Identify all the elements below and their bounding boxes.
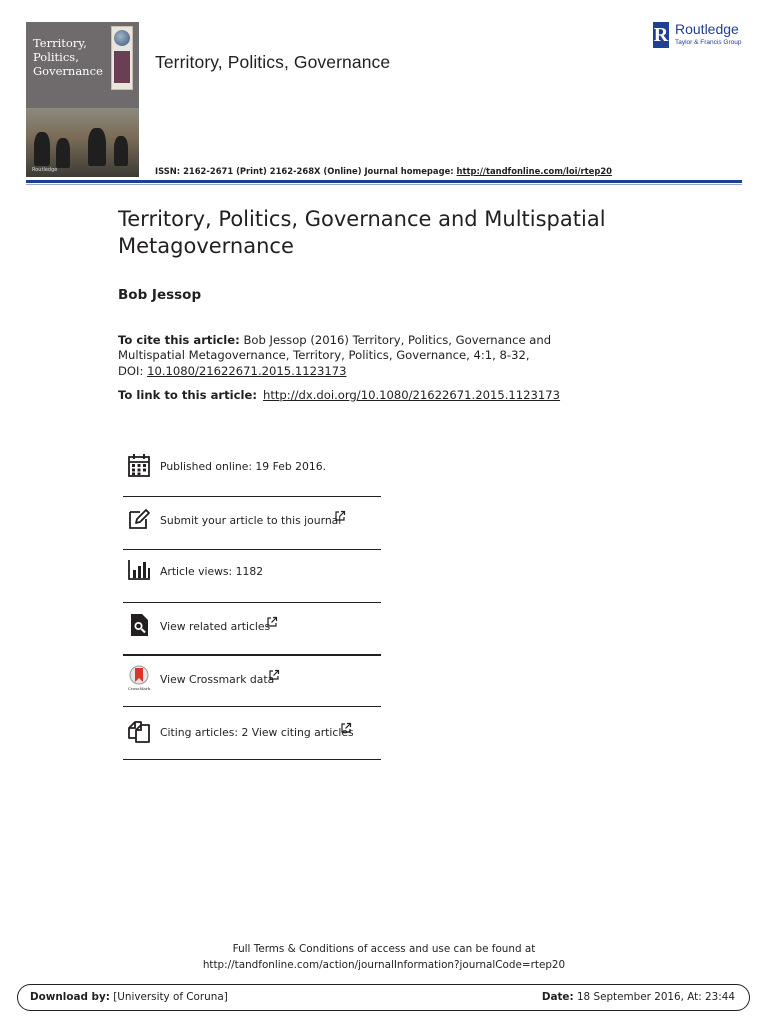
header-divider xyxy=(26,180,742,183)
related-articles-icon xyxy=(127,612,151,638)
journal-cover-image xyxy=(26,22,139,177)
list-item-published xyxy=(123,444,381,484)
issn-text: ISSN: 2162-2671 (Print) 2162-268X (Online) Journal homepage: xyxy=(155,166,457,176)
calendar-icon xyxy=(127,452,151,478)
crossmark-link[interactable]: View Crossmark data xyxy=(160,673,275,686)
cite-label: To cite this article: xyxy=(118,333,240,347)
cover-title-line: Territory, xyxy=(33,36,87,50)
terms-and-conditions xyxy=(0,942,768,973)
divider xyxy=(123,654,381,656)
citing-articles-icon xyxy=(127,718,151,744)
download-value: [University of Coruna] xyxy=(109,991,228,1003)
article-author: Bob Jessop xyxy=(118,287,202,303)
download-date xyxy=(542,991,735,1003)
publisher-logo xyxy=(653,20,753,50)
cover-title-line: Politics, xyxy=(33,50,79,64)
header-divider-thin xyxy=(26,184,742,185)
list-item-crossmark[interactable] xyxy=(123,657,381,697)
citing-articles-link[interactable]: Citing articles: 2 View citing articles xyxy=(160,726,354,739)
external-link-icon xyxy=(268,669,280,681)
download-by xyxy=(30,991,228,1003)
svg-text:CrossMark: CrossMark xyxy=(127,686,151,691)
article-views-text: Article views: 1182 xyxy=(160,565,264,578)
cite-text: Bob Jessop (2016) Territory, Politics, Governance and Multispatial Metagovernance, Territory, Politics, Governance, 4:1, 8-32, DOI: xyxy=(118,333,552,378)
submit-article-link[interactable]: Submit your article to this journal xyxy=(160,514,342,527)
article-link-line xyxy=(118,388,560,402)
article-doi-link[interactable]: http://dx.doi.org/10.1080/21622671.2015.1123173 xyxy=(262,388,561,402)
publisher-tagline: Taylor & Francis Group xyxy=(675,39,742,46)
cover-badge xyxy=(111,26,133,90)
download-label: Download by: xyxy=(30,991,110,1003)
edit-icon xyxy=(127,506,151,532)
cover-publisher-logo: Routledge xyxy=(32,167,58,173)
list-item-citing-articles[interactable] xyxy=(123,710,381,750)
bar-chart-icon xyxy=(127,557,151,583)
divider xyxy=(123,496,381,497)
routledge-mark-icon: R xyxy=(653,24,669,46)
publisher-name: Routledge xyxy=(675,21,739,37)
external-link-icon xyxy=(334,510,346,522)
citation-block xyxy=(118,333,558,379)
terms-url-link[interactable]: http://tandfonline.com/action/journalInformation?journalCode=rtep20 xyxy=(202,958,566,971)
date-value: 18 September 2016, At: 23:44 xyxy=(573,991,735,1003)
journal-title: Territory, Politics, Governance xyxy=(155,52,391,72)
divider xyxy=(123,602,381,603)
terms-text: Full Terms & Conditions of access and use can be found at xyxy=(232,943,536,955)
related-articles-link[interactable]: View related articles xyxy=(160,620,271,633)
crossmark-icon xyxy=(127,665,151,691)
globe-icon xyxy=(114,30,130,46)
list-item-submit-article[interactable] xyxy=(123,498,381,538)
external-link-icon xyxy=(340,722,352,734)
external-link-icon xyxy=(266,616,278,628)
journal-homepage-link[interactable]: http://tandfonline.com/loi/rtep20 xyxy=(456,166,613,176)
list-item-article-views xyxy=(123,549,381,589)
issn-line xyxy=(155,166,612,176)
published-date-text: Published online: 19 Feb 2016. xyxy=(160,460,327,473)
divider xyxy=(123,759,381,760)
article-title: Territory, Politics, Governance and Multispatial Metagovernance xyxy=(118,207,606,258)
cite-doi-link[interactable]: 10.1080/21622671.2015.1123173 xyxy=(147,363,347,378)
date-label: Date: xyxy=(541,991,574,1003)
divider xyxy=(123,706,381,707)
list-item-related-articles[interactable] xyxy=(123,604,381,644)
cover-badge-strip xyxy=(114,51,130,83)
link-label: To link to this article: xyxy=(118,388,257,402)
download-info-bar xyxy=(17,984,750,1011)
cover-title xyxy=(33,36,107,78)
cover-title-line: Governance xyxy=(33,64,103,78)
